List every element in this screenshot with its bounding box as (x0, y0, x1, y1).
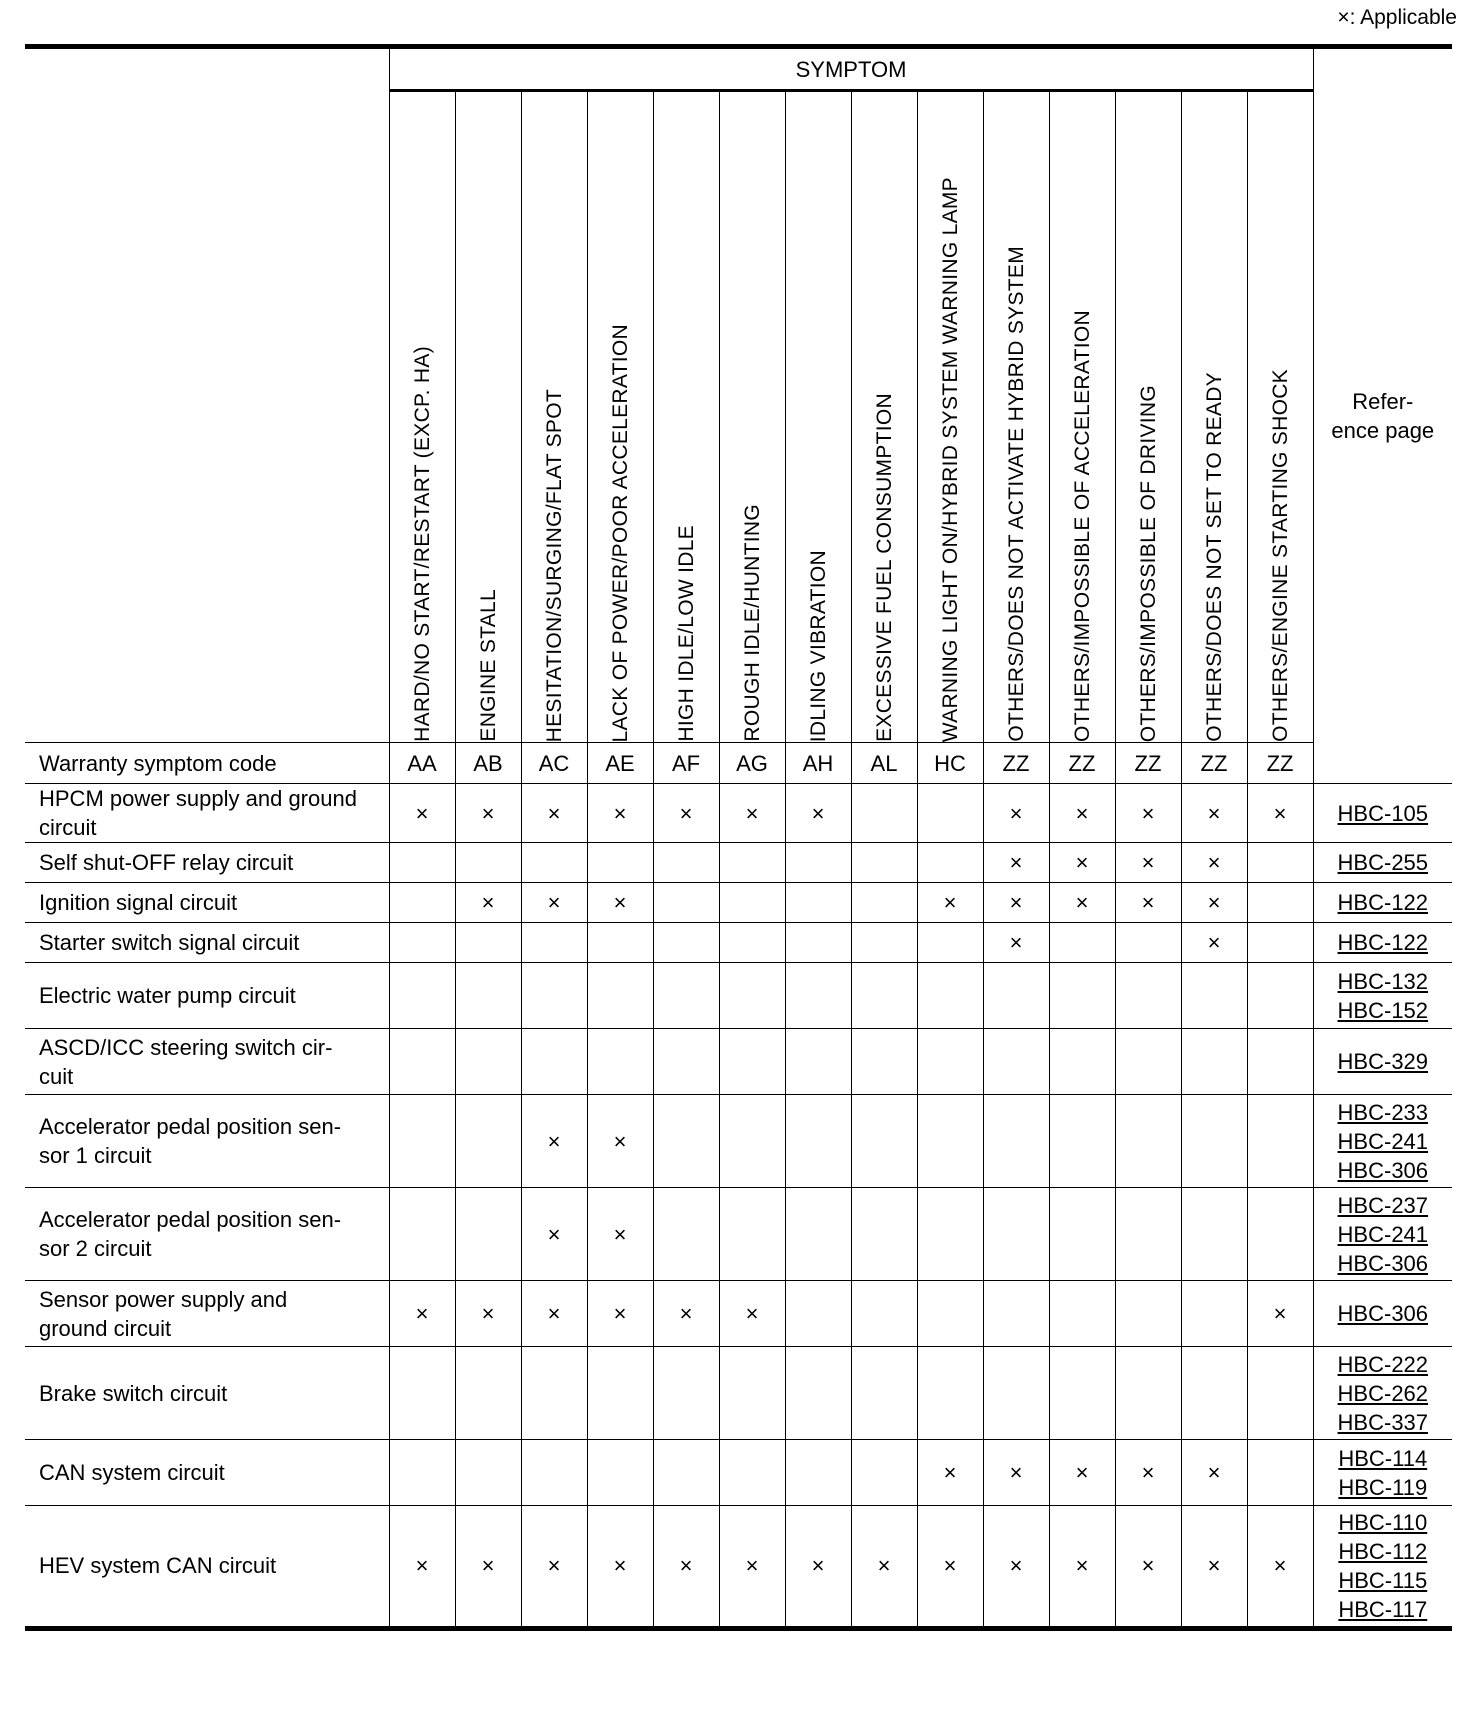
table-row (25, 1281, 1452, 1347)
empty-cell (521, 923, 587, 963)
symptom-table (25, 49, 1452, 1626)
applicable-mark: × (851, 1506, 917, 1626)
empty-cell (587, 843, 653, 883)
empty-cell (653, 1188, 719, 1281)
symptom-header-4 (587, 91, 653, 743)
applicable-mark: × (1115, 883, 1181, 923)
symptom-header-12 (1115, 91, 1181, 743)
empty-cell (983, 1281, 1049, 1347)
empty-cell (851, 1347, 917, 1440)
applicable-mark: × (521, 1506, 587, 1626)
applicable-mark: × (521, 1095, 587, 1188)
applicable-mark: × (1181, 843, 1247, 883)
empty-cell (851, 1281, 917, 1347)
applicable-mark: × (455, 883, 521, 923)
symptom-table-body (25, 784, 1452, 1626)
applicable-mark: × (587, 784, 653, 843)
applicable-mark: × (1049, 883, 1115, 923)
reference-link[interactable]: HBC-233 (1337, 1099, 1429, 1125)
empty-cell (1049, 923, 1115, 963)
reference-link[interactable]: HBC-306 (1337, 1301, 1429, 1326)
reference-link[interactable]: HBC-105 (1337, 800, 1429, 826)
symptom-label: IDLING VIBRATION (806, 549, 830, 742)
symptom-header-5 (653, 91, 719, 743)
empty-cell (983, 1347, 1049, 1440)
circuit-label: HEV system CAN circuit (25, 1506, 389, 1626)
circuit-label: Ignition signal circuit (25, 883, 389, 923)
empty-cell (1049, 963, 1115, 1029)
empty-cell (587, 1440, 653, 1506)
empty-cell (1115, 1347, 1181, 1440)
applicable-mark: × (983, 784, 1049, 843)
applicable-mark: × (785, 1506, 851, 1626)
empty-cell (455, 1440, 521, 1506)
reference-link[interactable]: HBC-152 (1337, 997, 1429, 1023)
circuit-label: Electric water pump circuit (25, 963, 389, 1029)
empty-cell (455, 923, 521, 963)
reference-link[interactable]: HBC-241 (1337, 1221, 1429, 1247)
empty-cell (1247, 1095, 1313, 1188)
warranty-code-cell: AE (587, 743, 653, 784)
warranty-code-cell: ZZ (1181, 743, 1247, 784)
reference-link[interactable]: HBC-237 (1337, 1192, 1429, 1218)
reference-link[interactable]: HBC-337 (1337, 1409, 1429, 1435)
symptom-label: WARNING LIGHT ON/HYBRID SYSTEM WARNING LAMP (938, 176, 962, 742)
empty-cell (389, 1029, 455, 1095)
reference-link[interactable]: HBC-262 (1337, 1380, 1429, 1406)
empty-cell (983, 1095, 1049, 1188)
empty-cell (653, 923, 719, 963)
symptom-header-9 (917, 91, 983, 743)
circuit-label: Accelerator pedal position sen- sor 2 circuit (25, 1188, 389, 1281)
empty-cell (1049, 1188, 1115, 1281)
empty-cell (719, 963, 785, 1029)
empty-cell (785, 1029, 851, 1095)
applicable-mark: × (719, 1281, 785, 1347)
applicable-mark: × (389, 1281, 455, 1347)
empty-cell (455, 1347, 521, 1440)
empty-cell (917, 1029, 983, 1095)
symptom-label: OTHERS/ENGINE STARTING SHOCK (1268, 369, 1292, 742)
empty-cell (521, 963, 587, 1029)
warranty-code-cell: AF (653, 743, 719, 784)
applicable-mark: × (983, 1506, 1049, 1626)
table-row (25, 1095, 1452, 1188)
empty-cell (1181, 1281, 1247, 1347)
reference-link[interactable]: HBC-112 (1338, 1538, 1428, 1564)
reference-cell (1313, 1440, 1452, 1506)
empty-cell (1181, 1347, 1247, 1440)
warranty-code-cell: AB (455, 743, 521, 784)
empty-cell (1115, 1188, 1181, 1281)
empty-cell (917, 963, 983, 1029)
corner-cell (25, 49, 389, 743)
empty-cell (653, 1029, 719, 1095)
empty-cell (1181, 1095, 1247, 1188)
empty-cell (389, 1347, 455, 1440)
reference-link[interactable]: HBC-222 (1337, 1351, 1429, 1377)
applicable-mark: × (983, 843, 1049, 883)
warranty-code-cell: ZZ (1247, 743, 1313, 784)
empty-cell (521, 1029, 587, 1095)
applicable-mark: × (1115, 1440, 1181, 1506)
empty-cell (389, 923, 455, 963)
applicable-mark: × (521, 784, 587, 843)
circuit-label: HPCM power supply and ground circuit (25, 784, 389, 843)
warranty-code-cell: ZZ (983, 743, 1049, 784)
empty-cell (1115, 963, 1181, 1029)
empty-cell (653, 1095, 719, 1188)
empty-cell (719, 883, 785, 923)
empty-cell (587, 1029, 653, 1095)
applicable-mark: × (1049, 1440, 1115, 1506)
reference-link[interactable]: HBC-117 (1338, 1596, 1428, 1622)
applicable-mark: × (1049, 784, 1115, 843)
empty-cell (1247, 1440, 1313, 1506)
table-row (25, 1188, 1452, 1281)
table-row (25, 883, 1452, 923)
empty-cell (983, 1029, 1049, 1095)
empty-cell (1115, 1095, 1181, 1188)
empty-cell (851, 1188, 917, 1281)
applicable-mark: × (587, 1188, 653, 1281)
empty-cell (653, 963, 719, 1029)
empty-cell (1181, 1188, 1247, 1281)
reference-cell (1313, 963, 1452, 1029)
empty-cell (1247, 963, 1313, 1029)
applicable-mark: × (917, 883, 983, 923)
applicable-mark: × (917, 1440, 983, 1506)
applicable-mark: × (719, 1506, 785, 1626)
symptom-header-13 (1181, 91, 1247, 743)
circuit-label: Accelerator pedal position sen- sor 1 circuit (25, 1095, 389, 1188)
warranty-code-cell: AH (785, 743, 851, 784)
circuit-label: Brake switch circuit (25, 1347, 389, 1440)
empty-cell (389, 1188, 455, 1281)
applicable-mark: × (1181, 784, 1247, 843)
symptom-header-7 (785, 91, 851, 743)
applicable-mark: × (1181, 883, 1247, 923)
empty-cell (785, 963, 851, 1029)
reference-cell (1313, 843, 1452, 883)
empty-cell (983, 963, 1049, 1029)
empty-cell (917, 784, 983, 843)
reference-cell (1313, 923, 1452, 963)
applicable-mark: × (587, 1506, 653, 1626)
symptom-title: SYMPTOM (389, 49, 1313, 91)
reference-cell (1313, 883, 1452, 923)
warranty-code-cell: HC (917, 743, 983, 784)
empty-cell (1181, 963, 1247, 1029)
reference-link[interactable]: HBC-119 (1338, 1474, 1428, 1500)
empty-cell (785, 1188, 851, 1281)
empty-cell (1181, 1029, 1247, 1095)
symptom-header-6 (719, 91, 785, 743)
applicable-mark: × (455, 1506, 521, 1626)
empty-cell (851, 963, 917, 1029)
reference-cell (1313, 1095, 1452, 1188)
reference-link[interactable]: HBC-115 (1338, 1567, 1428, 1593)
empty-cell (1115, 1281, 1181, 1347)
empty-cell (587, 923, 653, 963)
empty-cell (1049, 1029, 1115, 1095)
warranty-code-row (25, 743, 1452, 784)
empty-cell (389, 1095, 455, 1188)
symptom-label: HESITATION/SURGING/FLAT SPOT (542, 388, 566, 742)
empty-cell (389, 843, 455, 883)
empty-cell (917, 1281, 983, 1347)
warranty-code-cell: AL (851, 743, 917, 784)
empty-cell (1115, 1029, 1181, 1095)
applicable-mark: × (389, 1506, 455, 1626)
empty-cell (785, 1440, 851, 1506)
applicable-mark: × (1247, 1506, 1313, 1626)
empty-cell (455, 1188, 521, 1281)
empty-cell (455, 1095, 521, 1188)
circuit-label: ASCD/ICC steering switch cir- cuit (25, 1029, 389, 1095)
empty-cell (1247, 1188, 1313, 1281)
table-row (25, 784, 1452, 843)
reference-cell (1313, 1029, 1452, 1095)
empty-cell (785, 1095, 851, 1188)
symptom-label: HARD/NO START/RESTART (EXCP. HA) (410, 346, 434, 742)
reference-cell (1313, 1347, 1452, 1440)
empty-cell (851, 784, 917, 843)
applicable-mark: × (785, 784, 851, 843)
warranty-code-cell: ZZ (1049, 743, 1115, 784)
empty-cell (521, 1440, 587, 1506)
empty-cell (785, 923, 851, 963)
empty-cell (1247, 923, 1313, 963)
empty-cell (389, 963, 455, 1029)
applicable-mark: × (653, 784, 719, 843)
empty-cell (719, 1347, 785, 1440)
symptom-header-3 (521, 91, 587, 743)
applicable-mark: × (983, 1440, 1049, 1506)
applicable-mark: × (1115, 784, 1181, 843)
applicable-mark: × (521, 883, 587, 923)
symptom-header-11 (1049, 91, 1115, 743)
empty-cell (785, 843, 851, 883)
circuit-label: Starter switch signal circuit (25, 923, 389, 963)
symptom-title-row (25, 49, 1452, 91)
empty-cell (653, 843, 719, 883)
empty-cell (587, 1347, 653, 1440)
applicable-mark: × (455, 1281, 521, 1347)
applicable-mark: × (719, 784, 785, 843)
symptom-header-8 (851, 91, 917, 743)
empty-cell (653, 1347, 719, 1440)
empty-cell (1247, 843, 1313, 883)
empty-cell (653, 883, 719, 923)
empty-cell (851, 1095, 917, 1188)
reference-link[interactable]: HBC-306 (1337, 1157, 1429, 1183)
applicable-mark: × (455, 784, 521, 843)
empty-cell (917, 1188, 983, 1281)
empty-cell (785, 1347, 851, 1440)
empty-cell (455, 843, 521, 883)
empty-cell (719, 843, 785, 883)
applicable-mark: × (653, 1506, 719, 1626)
empty-cell (917, 1095, 983, 1188)
legend-applicable: ×: Applicable (1337, 6, 1457, 29)
symptom-header-14 (1247, 91, 1313, 743)
symptom-label: OTHERS/IMPOSSIBLE OF DRIVING (1136, 384, 1160, 742)
applicable-mark: × (521, 1281, 587, 1347)
warranty-code-label: Warranty symptom code (25, 743, 389, 784)
empty-cell (587, 963, 653, 1029)
empty-cell (1049, 1095, 1115, 1188)
empty-cell (719, 1029, 785, 1095)
warranty-code-cell: ZZ (1115, 743, 1181, 784)
applicable-mark: × (1247, 1281, 1313, 1347)
applicable-mark: × (983, 923, 1049, 963)
symptom-label: LACK OF POWER/POOR ACCELERATION (608, 323, 632, 742)
reference-link[interactable]: HBC-122 (1337, 930, 1429, 955)
empty-cell (983, 1188, 1049, 1281)
empty-cell (719, 1188, 785, 1281)
empty-cell (1247, 1347, 1313, 1440)
applicable-mark: × (587, 1281, 653, 1347)
empty-cell (917, 843, 983, 883)
symptom-header-2 (455, 91, 521, 743)
empty-cell (851, 923, 917, 963)
symptom-label: ROUGH IDLE/HUNTING (740, 504, 764, 742)
empty-cell (521, 1347, 587, 1440)
table-row (25, 963, 1452, 1029)
reference-link[interactable]: HBC-110 (1338, 1509, 1428, 1535)
empty-cell (389, 883, 455, 923)
symptom-table-container (25, 44, 1452, 1631)
empty-cell (653, 1440, 719, 1506)
symptom-header-1 (389, 91, 455, 743)
empty-cell (1247, 883, 1313, 923)
applicable-mark: × (1181, 923, 1247, 963)
symptom-header-10 (983, 91, 1049, 743)
circuit-label: CAN system circuit (25, 1440, 389, 1506)
warranty-code-cell: AG (719, 743, 785, 784)
applicable-mark: × (1115, 1506, 1181, 1626)
symptom-label: OTHERS/IMPOSSIBLE OF ACCELERATION (1070, 310, 1094, 742)
empty-cell (719, 1440, 785, 1506)
applicable-mark: × (1049, 1506, 1115, 1626)
table-row (25, 1440, 1452, 1506)
empty-cell (719, 1095, 785, 1188)
symptom-label: HIGH IDLE/LOW IDLE (674, 525, 698, 742)
applicable-mark: × (1247, 784, 1313, 843)
empty-cell (1049, 1347, 1115, 1440)
circuit-label: Sensor power supply and ground circuit (25, 1281, 389, 1347)
empty-cell (785, 883, 851, 923)
empty-cell (1049, 1281, 1115, 1347)
table-row (25, 1506, 1452, 1626)
empty-cell (851, 843, 917, 883)
warranty-code-cell: AC (521, 743, 587, 784)
applicable-mark: × (1181, 1506, 1247, 1626)
table-row (25, 1029, 1452, 1095)
circuit-label: Self shut-OFF relay circuit (25, 843, 389, 883)
reference-link[interactable]: HBC-132 (1337, 968, 1429, 994)
applicable-mark: × (1115, 843, 1181, 883)
empty-cell (851, 1029, 917, 1095)
empty-cell (455, 1029, 521, 1095)
applicable-mark: × (917, 1506, 983, 1626)
empty-cell (917, 923, 983, 963)
reference-link[interactable]: HBC-241 (1337, 1128, 1429, 1154)
reference-link[interactable]: HBC-122 (1337, 890, 1429, 915)
warranty-code-cell: AA (389, 743, 455, 784)
applicable-mark: × (389, 784, 455, 843)
symptom-label: OTHERS/DOES NOT SET TO READY (1202, 372, 1226, 742)
reference-link[interactable]: HBC-114 (1338, 1445, 1428, 1471)
empty-cell (1247, 1029, 1313, 1095)
empty-cell (389, 1440, 455, 1506)
applicable-mark: × (521, 1188, 587, 1281)
empty-cell (455, 963, 521, 1029)
table-row (25, 923, 1452, 963)
reference-page-header: Refer- ence page (1313, 49, 1452, 784)
reference-cell (1313, 1188, 1452, 1281)
empty-cell (521, 843, 587, 883)
empty-cell (1115, 923, 1181, 963)
applicable-mark: × (983, 883, 1049, 923)
table-row (25, 1347, 1452, 1440)
empty-cell (917, 1347, 983, 1440)
applicable-mark: × (1181, 1440, 1247, 1506)
empty-cell (851, 1440, 917, 1506)
applicable-mark: × (587, 1095, 653, 1188)
applicable-mark: × (1049, 843, 1115, 883)
reference-cell (1313, 784, 1452, 843)
reference-link[interactable]: HBC-329 (1337, 1049, 1429, 1074)
symptom-label: OTHERS/DOES NOT ACTIVATE HYBRID SYSTEM (1004, 246, 1028, 742)
reference-link[interactable]: HBC-306 (1337, 1250, 1429, 1276)
applicable-mark: × (587, 883, 653, 923)
table-row (25, 843, 1452, 883)
reference-link[interactable]: HBC-255 (1337, 850, 1429, 875)
symptom-label: EXCESSIVE FUEL CONSUMPTION (872, 393, 896, 742)
applicable-mark: × (653, 1281, 719, 1347)
symptom-label: ENGINE STALL (476, 589, 500, 742)
empty-cell (719, 923, 785, 963)
empty-cell (851, 883, 917, 923)
empty-cell (785, 1281, 851, 1347)
reference-cell (1313, 1281, 1452, 1347)
reference-cell (1313, 1506, 1452, 1626)
